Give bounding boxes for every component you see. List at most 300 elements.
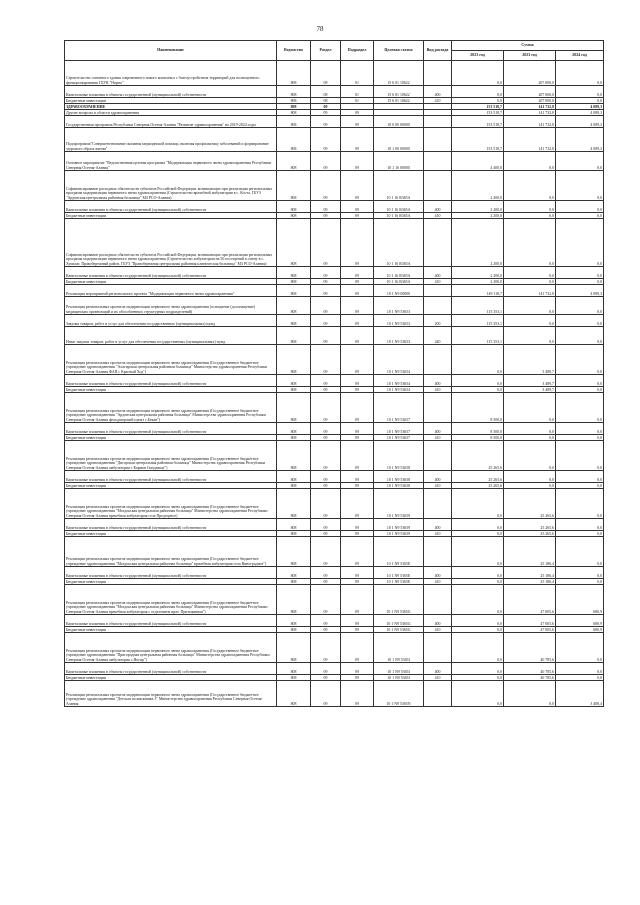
- cell-dept: 808: [277, 104, 311, 110]
- cell-expense: [424, 345, 452, 375]
- cell-name: Реализация региональных проектов модернизации первичного звена здравоохранения (Государственное бюджетное учреждение здравоохранения "Детская поликлиника 3" Министерства здравоохранения Республики Северная Осетия-Алания: [65, 681, 277, 707]
- cell-subsection: 09: [341, 393, 374, 423]
- cell-name: Строительство основного здания современного нового комплекса с благоустройством территорий для полноценного функционирования ГБУК "Нарты": [65, 61, 277, 86]
- cell-section: 09: [311, 663, 341, 675]
- table-row: [65, 615, 604, 627]
- cell-subsection: 09: [341, 116, 374, 128]
- cell-value-2: 40 785,6: [504, 663, 556, 675]
- cell-value-2: 207 000,0: [504, 86, 556, 98]
- cell-value-2: 25 186,4: [504, 567, 556, 579]
- cell-dept: 808: [277, 531, 311, 537]
- cell-subsection: 09: [341, 128, 374, 152]
- header-year-1: 2023 год: [452, 51, 504, 61]
- cell-expense: 400: [424, 471, 452, 483]
- cell-subsection: 09: [341, 627, 374, 633]
- cell-name: Капитальные вложения в объекты государственной (муниципальной) собственности: [65, 375, 277, 387]
- cell-target: 10 1 N9 53657: [374, 423, 424, 435]
- cell-target: 10 1 16 R365А: [374, 219, 424, 267]
- cell-expense: [424, 285, 452, 297]
- cell-value-3: 0,0: [556, 579, 604, 585]
- cell-target: 10 1 N9 5365G: [374, 615, 424, 627]
- cell-dept: 808: [277, 519, 311, 531]
- cell-section: 09: [311, 531, 341, 537]
- header-expense: Вид расхода: [424, 41, 452, 61]
- cell-value-1: 25 265,6: [452, 471, 504, 483]
- cell-dept: 808: [277, 375, 311, 387]
- cell-expense: 410: [424, 531, 452, 537]
- cell-value-3: 3 408,4: [556, 681, 604, 707]
- cell-dept: 808: [277, 579, 311, 585]
- cell-name: Государственная программа Республики Северная Осетия-Алания "Развитие здравоохранения" на 2019-2024 годы: [65, 116, 277, 128]
- cell-name: Иные закупки товаров, работ и услуг для обеспечения государственных (муниципальных) нужд: [65, 327, 277, 345]
- cell-value-1: 4 400,0: [452, 152, 504, 171]
- cell-expense: [424, 116, 452, 128]
- cell-value-1: 0,0: [452, 98, 504, 104]
- cell-subsection: 09: [341, 423, 374, 435]
- cell-section: 09: [311, 327, 341, 345]
- cell-name: Бюджетные инвестиции: [65, 483, 277, 489]
- cell-section: 09: [311, 393, 341, 423]
- cell-value-3: 0,0: [556, 393, 604, 423]
- cell-name: Реализация региональных проектов модернизации первичного звена здравоохранения (Государственное бюджетное учреждение здравоохранения "Ардонская центральная районная больница" Министерства здравоохранения Республики Северная Осетия-Алания фельдшерский пункт с.Бекан"): [65, 393, 277, 423]
- cell-value-2: 25 186,4: [504, 579, 556, 585]
- table-row: [65, 128, 604, 152]
- cell-dept: 808: [277, 471, 311, 483]
- cell-dept: 808: [277, 116, 311, 128]
- cell-dept: 808: [277, 152, 311, 171]
- cell-value-2: 0,0: [504, 213, 556, 219]
- cell-value-3: 0,0: [556, 531, 604, 537]
- cell-value-1: 2 200,0: [452, 171, 504, 201]
- cell-target: 15 6 01 10622: [374, 86, 424, 98]
- cell-expense: 410: [424, 98, 452, 104]
- cell-section: 09: [311, 675, 341, 681]
- cell-expense: [424, 393, 452, 423]
- cell-name: Капитальные вложения в объекты государственной (муниципальной) собственности: [65, 201, 277, 213]
- cell-dept: 808: [277, 441, 311, 471]
- cell-value-1: 2 200,0: [452, 201, 504, 213]
- cell-subsection: 09: [341, 663, 374, 675]
- cell-subsection: 09: [341, 579, 374, 585]
- cell-value-1: 115 353,1: [452, 315, 504, 327]
- cell-dept: 808: [277, 219, 311, 267]
- cell-target: 10 1 N9 5365N: [374, 681, 424, 707]
- cell-value-2: 0,0: [504, 201, 556, 213]
- cell-expense: [424, 152, 452, 171]
- cell-section: 09: [311, 345, 341, 375]
- cell-expense: 410: [424, 435, 452, 441]
- cell-value-3: 0,0: [556, 61, 604, 86]
- cell-subsection: 09: [341, 489, 374, 519]
- cell-expense: 400: [424, 615, 452, 627]
- cell-target: 10 1 N9 53654: [374, 375, 424, 387]
- cell-dept: 808: [277, 567, 311, 579]
- cell-value-2: 0,0: [504, 423, 556, 435]
- cell-target: 10 1 00 00000: [374, 128, 424, 152]
- cell-value-1: 0,0: [452, 375, 504, 387]
- cell-value-1: 25 265,6: [452, 483, 504, 489]
- cell-name: Бюджетные инвестиции: [65, 98, 277, 104]
- cell-section: 09: [311, 116, 341, 128]
- cell-dept: 808: [277, 86, 311, 98]
- cell-target: 10 1 N9 00000: [374, 285, 424, 297]
- cell-expense: 400: [424, 663, 452, 675]
- cell-value-2: 0,0: [504, 267, 556, 279]
- cell-section: 09: [311, 615, 341, 627]
- cell-value-2: 25 265,6: [504, 531, 556, 537]
- table-row: [65, 519, 604, 531]
- cell-value-3: 0,0: [556, 375, 604, 387]
- cell-target: 15 6 01 10622: [374, 98, 424, 104]
- cell-value-1: 0,0: [452, 675, 504, 681]
- cell-subsection: 09: [341, 633, 374, 663]
- cell-value-1: 0,0: [452, 585, 504, 615]
- cell-value-1: 0,0: [452, 531, 504, 537]
- cell-dept: 808: [277, 675, 311, 681]
- cell-value-1: 0,0: [452, 663, 504, 675]
- cell-value-1: 0,0: [452, 681, 504, 707]
- cell-expense: [424, 219, 452, 267]
- cell-section: 09: [311, 627, 341, 633]
- cell-value-1: 2 200,0: [452, 279, 504, 285]
- cell-subsection: 09: [341, 441, 374, 471]
- cell-dept: 808: [277, 61, 311, 86]
- cell-subsection: 01: [341, 98, 374, 104]
- cell-dept: 808: [277, 483, 311, 489]
- cell-value-2: 47 005,6: [504, 627, 556, 633]
- cell-section: 09: [311, 104, 341, 110]
- cell-expense: [424, 128, 452, 152]
- cell-section: 09: [311, 633, 341, 663]
- cell-subsection: 01: [341, 86, 374, 98]
- cell-dept: 808: [277, 423, 311, 435]
- cell-value-3: 0,0: [556, 435, 604, 441]
- cell-section: 09: [311, 489, 341, 519]
- cell-name: Реализация региональных проектов модернизации первичного звена здравоохранения (оснащение (дооснащение) медицинских организаций и их обособленных структурных подразделений): [65, 297, 277, 315]
- cell-name: Капитальные вложения в объекты государственной (муниципальной) собственности: [65, 615, 277, 627]
- cell-subsection: 09: [341, 483, 374, 489]
- cell-subsection: 09: [341, 567, 374, 579]
- cell-value-2: 0,0: [504, 441, 556, 471]
- cell-value-2: 141 732,8: [504, 116, 556, 128]
- cell-value-2: 47 005,6: [504, 585, 556, 615]
- cell-name: Реализация мероприятий регионального проекта "Модернизация первичного звена здравоохранения": [65, 285, 277, 297]
- cell-value-1: 115 353,1: [452, 297, 504, 315]
- cell-section: 08: [311, 98, 341, 104]
- cell-dept: 808: [277, 537, 311, 567]
- table-row: [65, 152, 604, 171]
- cell-target: 10 0 00 00000: [374, 116, 424, 128]
- cell-subsection: 09: [341, 519, 374, 531]
- cell-dept: 808: [277, 171, 311, 201]
- cell-dept: 808: [277, 213, 311, 219]
- cell-value-2: 0,0: [504, 279, 556, 285]
- table-row: [65, 219, 604, 267]
- table-row: [65, 315, 604, 327]
- cell-expense: [424, 537, 452, 567]
- cell-name: Капитальные вложения в объекты государственной (муниципальной) собственности: [65, 663, 277, 675]
- cell-name: Софинансирование расходных обязательств субъектов Российской Федерации, возникающих при реализации региональных программ модернизации первичного звена здравоохранения (Строительство врачебной амбулатории в с. Коста, ГБУЗ "Ардонская центральная районная больница" МЗ РСО-Алания): [65, 171, 277, 201]
- cell-value-1: 0,0: [452, 61, 504, 86]
- header-year-3: 2024 год: [556, 51, 604, 61]
- cell-dept: 808: [277, 663, 311, 675]
- cell-value-2: 3 489,7: [504, 375, 556, 387]
- page-number: 78: [316, 25, 324, 33]
- cell-value-3: 0,0: [556, 279, 604, 285]
- cell-value-3: 4 089,3: [556, 128, 604, 152]
- cell-expense: 400: [424, 86, 452, 98]
- cell-target: 10 1 16 R365А: [374, 267, 424, 279]
- cell-value-3: 4 089,3: [556, 104, 604, 110]
- cell-subsection: 09: [341, 110, 374, 116]
- cell-target: 10 1 16 R365А: [374, 201, 424, 213]
- cell-expense: 410: [424, 627, 452, 633]
- cell-value-1: 0,0: [452, 567, 504, 579]
- cell-expense: [424, 489, 452, 519]
- cell-value-3: 0,0: [556, 345, 604, 375]
- cell-dept: 808: [277, 627, 311, 633]
- table-row: [65, 61, 604, 86]
- cell-name: Закупка товаров, работ и услуг для обеспечения государственных (муниципальных) нужд: [65, 315, 277, 327]
- cell-subsection: 09: [341, 297, 374, 315]
- cell-dept: 808: [277, 393, 311, 423]
- cell-expense: 400: [424, 519, 452, 531]
- cell-expense: [424, 441, 452, 471]
- cell-section: 09: [311, 279, 341, 285]
- cell-value-3: 0,0: [556, 675, 604, 681]
- cell-dept: 808: [277, 435, 311, 441]
- header-section: Раздел: [311, 41, 341, 61]
- cell-expense: 400: [424, 375, 452, 387]
- table-row: [65, 423, 604, 435]
- cell-value-1: 153 518,7: [452, 116, 504, 128]
- cell-name: Реализация региональных проектов модернизации первичного звена здравоохранения (Государственное бюджетное учреждение здравоохранения "Моздокская центральная районная больница" Министерства здравоохранения Республики Северная Осетия-Алания врачебная амбулатория с отделением врач. Притыкавная"): [65, 585, 277, 615]
- cell-value-2: 0,0: [504, 152, 556, 171]
- table-row: [65, 537, 604, 567]
- cell-subsection: 09: [341, 171, 374, 201]
- cell-section: 09: [311, 471, 341, 483]
- cell-section: 08: [311, 86, 341, 98]
- cell-target: 10 1 N9 5365G: [374, 585, 424, 615]
- cell-value-2: 0,0: [504, 681, 556, 707]
- cell-subsection: 09: [341, 327, 374, 345]
- cell-value-3: 0,0: [556, 519, 604, 531]
- cell-section: 09: [311, 579, 341, 585]
- cell-value-1: 8 500,0: [452, 393, 504, 423]
- table-row: [65, 663, 604, 675]
- cell-target: 10 1 N9 53653: [374, 297, 424, 315]
- cell-target: 10 1 N9 53654: [374, 345, 424, 375]
- table-row: [65, 471, 604, 483]
- cell-expense: [424, 61, 452, 86]
- cell-value-1: 153 518,7: [452, 128, 504, 152]
- cell-name: Бюджетные инвестиции: [65, 627, 277, 633]
- cell-subsection: 09: [341, 537, 374, 567]
- cell-name: Софинансирование расходных обязательств субъектов Российской Федерации, возникающих при реализации региональных программ модернизации первичного звена здравоохранения (Строительство амбулатории на 50 посещений в смену в с. Хумалаг, Правобережный район, ГБУЗ "Правобережная центральная районная клиническая больница" МЗ РСО-Алания): [65, 219, 277, 267]
- cell-expense: 410: [424, 579, 452, 585]
- cell-expense: [424, 585, 452, 615]
- table-row: [65, 681, 604, 707]
- cell-section: 09: [311, 152, 341, 171]
- cell-name: Бюджетные инвестиции: [65, 579, 277, 585]
- cell-value-2: 40 785,6: [504, 675, 556, 681]
- cell-value-2: 207 000,0: [504, 98, 556, 104]
- cell-subsection: 09: [341, 315, 374, 327]
- cell-dept: 808: [277, 327, 311, 345]
- cell-value-3: 0,0: [556, 267, 604, 279]
- table-row: [65, 633, 604, 663]
- table-body: [65, 61, 604, 707]
- cell-subsection: 09: [341, 585, 374, 615]
- cell-name: Другие вопросы в области здравоохранения: [65, 110, 277, 116]
- cell-section: 09: [311, 537, 341, 567]
- cell-subsection: 09: [341, 267, 374, 279]
- header-subsection: Подраздел: [341, 41, 374, 61]
- table-row: [65, 86, 604, 98]
- table-row: [65, 489, 604, 519]
- cell-dept: 808: [277, 267, 311, 279]
- cell-expense: 410: [424, 675, 452, 681]
- cell-value-3: 4 089,3: [556, 285, 604, 297]
- table-row: [65, 585, 604, 615]
- cell-subsection: 09: [341, 201, 374, 213]
- cell-target: 10 1 N9 5365I: [374, 633, 424, 663]
- cell-section: 09: [311, 585, 341, 615]
- cell-subsection: 09: [341, 375, 374, 387]
- table-row: [65, 297, 604, 315]
- table-row: [65, 285, 604, 297]
- cell-target: 10 1 16 R365А: [374, 171, 424, 201]
- cell-name: Бюджетные инвестиции: [65, 531, 277, 537]
- cell-value-3: 680,9: [556, 585, 604, 615]
- cell-dept: 808: [277, 315, 311, 327]
- cell-name: Капитальные вложения в объекты государственной (муниципальной) собственности: [65, 267, 277, 279]
- cell-value-2: 141 732,8: [504, 285, 556, 297]
- cell-value-1: 8 500,0: [452, 435, 504, 441]
- cell-value-3: 0,0: [556, 567, 604, 579]
- cell-value-2: 40 785,6: [504, 633, 556, 663]
- cell-value-2: 0,0: [504, 297, 556, 315]
- cell-value-2: 25 265,6: [504, 519, 556, 531]
- cell-target: 10 1 N9 53654: [374, 387, 424, 393]
- cell-target: 10 1 N9 53653: [374, 327, 424, 345]
- cell-value-1: 0,0: [452, 489, 504, 519]
- cell-expense: [424, 297, 452, 315]
- cell-section: 09: [311, 219, 341, 267]
- cell-section: 09: [311, 387, 341, 393]
- table-row: [65, 393, 604, 423]
- cell-section: 09: [311, 681, 341, 707]
- cell-section: 09: [311, 201, 341, 213]
- cell-dept: 808: [277, 345, 311, 375]
- cell-value-2: 0,0: [504, 483, 556, 489]
- cell-subsection: 09: [341, 471, 374, 483]
- cell-name: Бюджетные инвестиции: [65, 387, 277, 393]
- cell-section: 09: [311, 267, 341, 279]
- cell-target: 10 1 N9 5365Е: [374, 537, 424, 567]
- cell-dept: 808: [277, 585, 311, 615]
- cell-value-3: 4 089,3: [556, 116, 604, 128]
- cell-value-2: 0,0: [504, 393, 556, 423]
- cell-dept: 808: [277, 201, 311, 213]
- cell-value-1: 0,0: [452, 519, 504, 531]
- cell-name: Бюджетные инвестиции: [65, 279, 277, 285]
- cell-target: 10 1 N9 53658: [374, 471, 424, 483]
- table-row: [65, 116, 604, 128]
- cell-target: 10 1 N9 53659: [374, 531, 424, 537]
- cell-dept: 808: [277, 285, 311, 297]
- cell-expense: 400: [424, 423, 452, 435]
- cell-value-2: 141 732,8: [504, 104, 556, 110]
- cell-expense: 410: [424, 387, 452, 393]
- table-row: [65, 567, 604, 579]
- cell-value-1: 0,0: [452, 633, 504, 663]
- cell-target: 10 1 N9 53657: [374, 435, 424, 441]
- table-row: [65, 267, 604, 279]
- cell-value-3: 0,0: [556, 315, 604, 327]
- cell-section: 09: [311, 519, 341, 531]
- cell-value-2: 0,0: [504, 435, 556, 441]
- cell-value-3: 0,0: [556, 201, 604, 213]
- cell-value-3: 0,0: [556, 471, 604, 483]
- cell-section: 09: [311, 423, 341, 435]
- cell-value-2: 47 005,6: [504, 615, 556, 627]
- cell-value-1: 2 200,0: [452, 213, 504, 219]
- table-row: [65, 327, 604, 345]
- cell-name: Реализация региональных проектов модернизации первичного звена здравоохранения (Государственное бюджетное учреждение здравоохранения "Алагирская центральная районная больница" Министерства здравоохранения Республики Северная Осетия-Алания ФАП с Красный Ход"): [65, 345, 277, 375]
- cell-section: 09: [311, 375, 341, 387]
- cell-value-2: 3 489,7: [504, 387, 556, 393]
- cell-target: 10 1 16 R365А: [374, 279, 424, 285]
- cell-dept: 808: [277, 128, 311, 152]
- cell-subsection: 09: [341, 152, 374, 171]
- cell-value-1: 0,0: [452, 345, 504, 375]
- cell-value-2: 0,0: [504, 219, 556, 267]
- cell-value-1: 0,0: [452, 615, 504, 627]
- table-row: [65, 171, 604, 201]
- cell-subsection: 09: [341, 681, 374, 707]
- cell-target: 10 1 16 R365А: [374, 213, 424, 219]
- cell-subsection: 09: [341, 285, 374, 297]
- cell-subsection: 09: [341, 387, 374, 393]
- cell-value-1: 8 500,0: [452, 423, 504, 435]
- cell-dept: 808: [277, 489, 311, 519]
- cell-value-3: 0,0: [556, 297, 604, 315]
- cell-name: Бюджетные инвестиции: [65, 675, 277, 681]
- cell-value-3: 0,0: [556, 171, 604, 201]
- cell-expense: 240: [424, 327, 452, 345]
- cell-section: 09: [311, 297, 341, 315]
- cell-name: Бюджетные инвестиции: [65, 435, 277, 441]
- cell-name: Реализация региональных проектов модернизации первичного звена здравоохранения (Государственное бюджетное учреждение здравоохранения "Моздокская центральная районная больница" врачебная амбулатория села Виноградное"): [65, 537, 277, 567]
- cell-subsection: 09: [341, 213, 374, 219]
- cell-section: 09: [311, 315, 341, 327]
- cell-value-1: 0,0: [452, 387, 504, 393]
- cell-section: 08: [311, 61, 341, 86]
- cell-target: 10 1 N9 5365I: [374, 675, 424, 681]
- cell-name: Капитальные вложения в объекты государственной (муниципальной) собственности: [65, 519, 277, 531]
- cell-dept: 808: [277, 98, 311, 104]
- table-row: [65, 345, 604, 375]
- cell-target: 10 1 N9 53659: [374, 489, 424, 519]
- cell-value-1: 0,0: [452, 86, 504, 98]
- cell-value-1: 153 518,7: [452, 110, 504, 116]
- cell-target: 10 1 N9 53657: [374, 393, 424, 423]
- header-dept: Ведомство: [277, 41, 311, 61]
- cell-value-2: 207 000,0: [504, 61, 556, 86]
- cell-value-2: 25 265,6: [504, 489, 556, 519]
- cell-subsection: 09: [341, 675, 374, 681]
